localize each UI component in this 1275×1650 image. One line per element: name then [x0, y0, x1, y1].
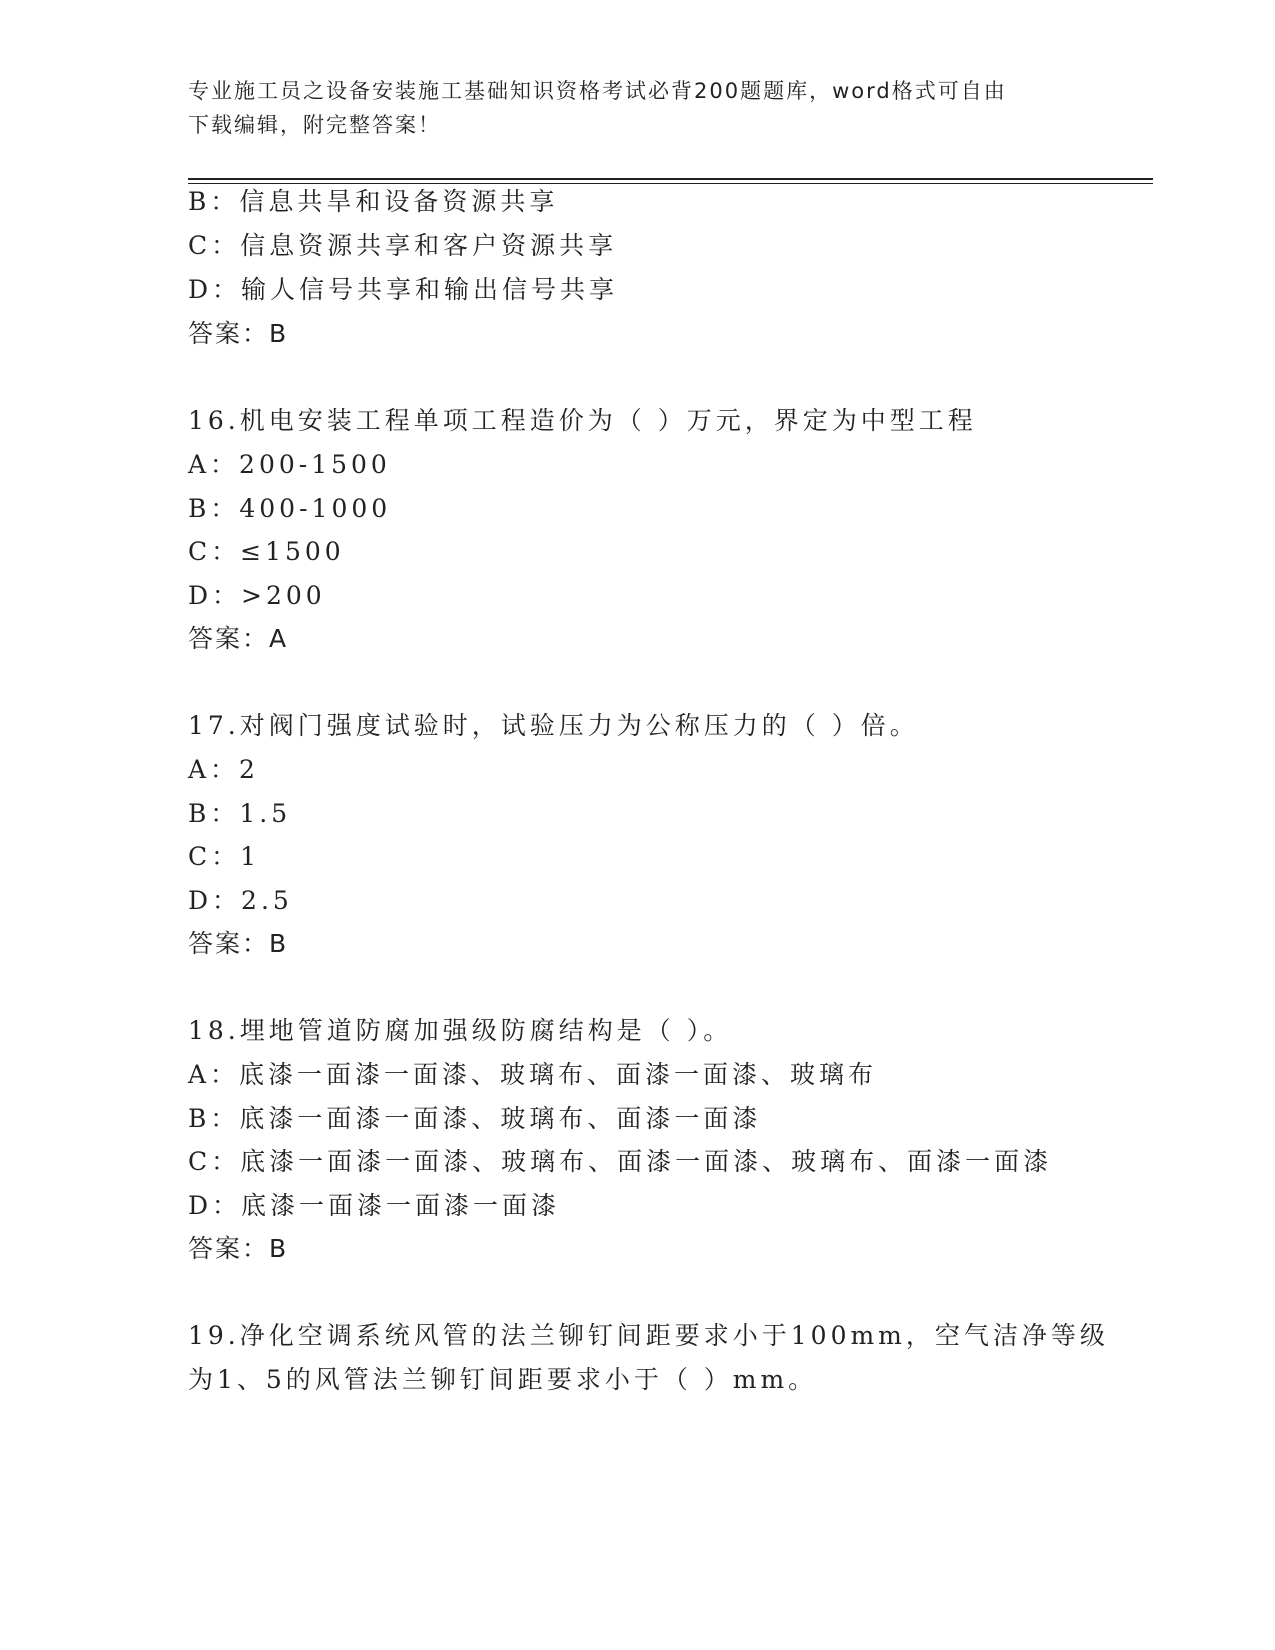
q18-question: 18.埋地管道防腐加强级防腐结构是（ ）。	[188, 1016, 733, 1045]
header-divider-thick	[188, 178, 1153, 180]
q18-answer: 答案：B	[188, 1234, 289, 1263]
q16-option-a: A：200-1500	[188, 450, 391, 479]
q17-option-d: D：2.5	[188, 886, 293, 915]
q17-question: 17.对阀门强度试验时，试验压力为公称压力的（ ）倍。	[188, 711, 919, 740]
q16-option-c: C：≤1500	[188, 537, 345, 566]
q15-answer: 答案：B	[188, 319, 289, 348]
q17-option-c: C：1	[188, 842, 261, 871]
q16-option-b: B：400-1000	[188, 494, 392, 523]
q17-option-a: A：2	[188, 755, 259, 784]
q16-question: 16.机电安装工程单项工程造价为（ ）万元，界定为中型工程	[188, 406, 977, 435]
q17-answer: 答案：B	[188, 929, 289, 958]
page-header	[188, 74, 1088, 142]
header-divider-thin	[188, 183, 1153, 184]
q18-option-d: D：底漆一面漆一面漆一面漆	[188, 1191, 561, 1220]
q18-option-c: C：底漆一面漆一面漆、玻璃布、面漆一面漆、玻璃布、面漆一面漆	[188, 1147, 1053, 1176]
q15-option-d: D：输人信号共享和输出信号共享	[188, 275, 619, 304]
header-line-2: 下载编辑，附完整答案！	[188, 113, 441, 137]
q19-question-line-2: 为1、5的风管法兰铆钉间距要求小于（ ）mm。	[188, 1365, 818, 1394]
q15-option-c: C：信息资源共享和客户资源共享	[188, 231, 618, 260]
q15-option-b: B：信息共旱和设备资源共享	[188, 187, 559, 216]
q16-answer: 答案：A	[188, 624, 289, 653]
header-line-1: 专业施工员之设备安装施工基础知识资格考试必背200题题库，word格式可自由	[188, 79, 1007, 103]
q18-option-b: B：底漆一面漆一面漆、玻璃布、面漆一面漆	[188, 1104, 762, 1133]
q18-option-a: A：底漆一面漆一面漆、玻璃布、面漆一面漆、玻璃布	[188, 1060, 878, 1089]
q17-option-b: B：1.5	[188, 799, 292, 828]
q19-question-line-1: 19.净化空调系统风管的法兰铆钉间距要求小于100mm，空气洁净等级	[188, 1321, 1109, 1350]
q16-option-d: D：>200	[188, 581, 326, 610]
